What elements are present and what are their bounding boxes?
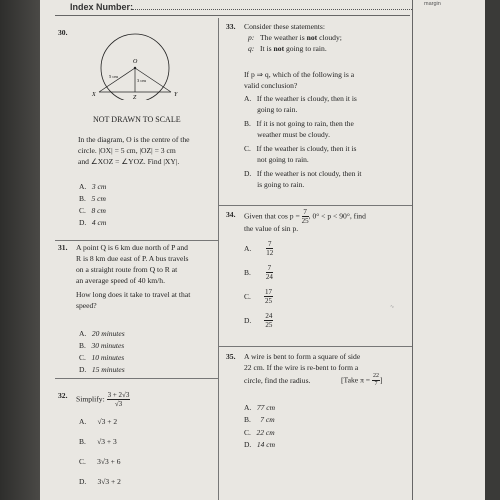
divider-q33-q34 [218, 205, 412, 206]
label-o: O [133, 59, 138, 65]
q31-stem-5: How long does it take to travel at that [76, 290, 191, 299]
q31-option-d[interactable]: D. 15 minutes [79, 365, 125, 374]
radius-ox [99, 68, 135, 92]
index-number-label: Index Number: [70, 2, 134, 12]
q32-option-b[interactable]: B. √3 + 3 [79, 437, 117, 446]
q34-number: 34. [226, 210, 236, 219]
q31-number: 31. [58, 243, 68, 252]
q34-option-b[interactable]: B. $\frac{7}{24}$ [244, 264, 273, 281]
q32-number: 32. [58, 391, 68, 400]
q35-pi-note: [Take π = $\frac{22}{7}$ ] [341, 373, 383, 387]
q31-stem-3: on a straight route from Q to R at [76, 265, 178, 274]
q31-stem-4: an average speed of 40 km/h. [76, 276, 165, 285]
q35-option-d[interactable]: D. 14 cm [244, 440, 276, 449]
q34-option-d[interactable]: D. $\frac{24}{25}$ [244, 312, 273, 329]
q33-option-d[interactable]: D. If the weather is not cloudy, then it is going to rain. [244, 169, 362, 189]
q35-stem-2: 22 cm. If the wire is re-bent to form a [244, 363, 359, 372]
q30-circle-diagram [80, 20, 190, 100]
q31-option-c[interactable]: C. 10 minutes [79, 353, 125, 362]
q34-stem-2: the value of sin p. [244, 224, 299, 233]
q30-option-c[interactable]: C. 8 cm [79, 206, 106, 215]
q30-option-b[interactable]: B. 5 cm [79, 194, 106, 203]
index-number-field[interactable] [132, 9, 412, 10]
pencil-mark: ∿ [390, 305, 395, 310]
q32-option-c[interactable]: C. 3√3 + 6 [79, 457, 121, 466]
q30-number: 30. [58, 28, 68, 37]
q31-stem-2: R is 8 km due east of P. A bus travels [76, 254, 189, 263]
q30-option-a[interactable]: A. 3 cm [79, 182, 107, 191]
label-x: X [92, 92, 96, 98]
q35-option-c[interactable]: C. 22 cm [244, 428, 275, 437]
q33-number: 33. [226, 22, 236, 31]
divider-q30-q31 [55, 240, 218, 241]
q33-statement-p: p: The weather is not cloudy; [248, 33, 342, 42]
column-divider [218, 18, 219, 500]
label-5cm: 5 cm [109, 74, 118, 79]
q32-option-a[interactable]: A. √3 + 2 [79, 417, 118, 426]
q33-option-b[interactable]: B. If it is not going to rain, then the weather must be cloudy. [244, 119, 354, 139]
q34-cos-fraction: $\frac{7}{25}$ [301, 208, 309, 225]
top-rule [55, 15, 410, 16]
q35-stem-1: A wire is bent to form a square of side [244, 352, 361, 361]
q35-stem-3: circle, find the radius. [244, 376, 311, 385]
q30-option-d[interactable]: D. 4 cm [79, 218, 107, 227]
q30-not-to-scale: NOT DRAWN TO SCALE [93, 115, 181, 124]
q33-stem: Consider these statements: [244, 22, 325, 31]
q31-stem-6: speed? [76, 301, 97, 310]
q31-option-b[interactable]: B. 30 minutes [79, 341, 125, 350]
margin-label: margin [424, 1, 441, 7]
divider-q34-q35 [218, 346, 412, 347]
q35-number: 35. [226, 352, 236, 361]
q33-statement-q: q: It is not going to rain. [248, 44, 327, 53]
q30-stem-1: In the diagram, O is the centre of the [78, 135, 190, 144]
centre-dot [134, 67, 136, 69]
q32-option-d[interactable]: D. 3√3 + 2 [79, 477, 121, 486]
q33-question-1: If p ⇒ q, which of the following is a [244, 70, 355, 79]
margin-rule [412, 0, 413, 500]
q32-stem: Simplify: $\frac{3 + 2√3}{√3}$ [76, 391, 130, 408]
q33-option-c[interactable]: C. If the weather is cloudy, then it is not going to rain. [244, 144, 357, 164]
table-shadow [0, 0, 40, 500]
q33-option-a[interactable]: A. If the weather is cloudy, then it is going to rain. [244, 94, 357, 114]
q31-stem-1: A point Q is 6 km due north of P and [76, 243, 188, 252]
q30-stem-2: circle. |OX| = 5 cm, |OZ| = 3 cm [78, 146, 176, 155]
q32-expression: $\frac{3 + 2√3}{√3}$ [107, 391, 130, 408]
q34-stem-1: Given that cos p = $\frac{7}{25}$ , 0° < p < 90°, find [244, 208, 366, 225]
q30-stem-3: and ∠XOZ = ∠YOZ. Find |XY|. [78, 157, 180, 166]
label-y: Y [174, 92, 178, 98]
q34-option-a[interactable]: A. $\frac{7}{12}$ [244, 240, 274, 257]
q31-option-a[interactable]: A. 20 minutes [79, 329, 125, 338]
q34-option-c[interactable]: C. $\frac{17}{25}$ [244, 288, 273, 305]
q33-question-2: valid conclusion? [244, 81, 298, 90]
q35-option-a[interactable]: A. 77 cm [244, 403, 276, 412]
label-3cm: 3 cm [137, 78, 146, 83]
q35-option-b[interactable]: B. 7 cm [244, 415, 275, 424]
label-z: Z [133, 95, 137, 100]
divider-q31-q32 [55, 378, 218, 379]
